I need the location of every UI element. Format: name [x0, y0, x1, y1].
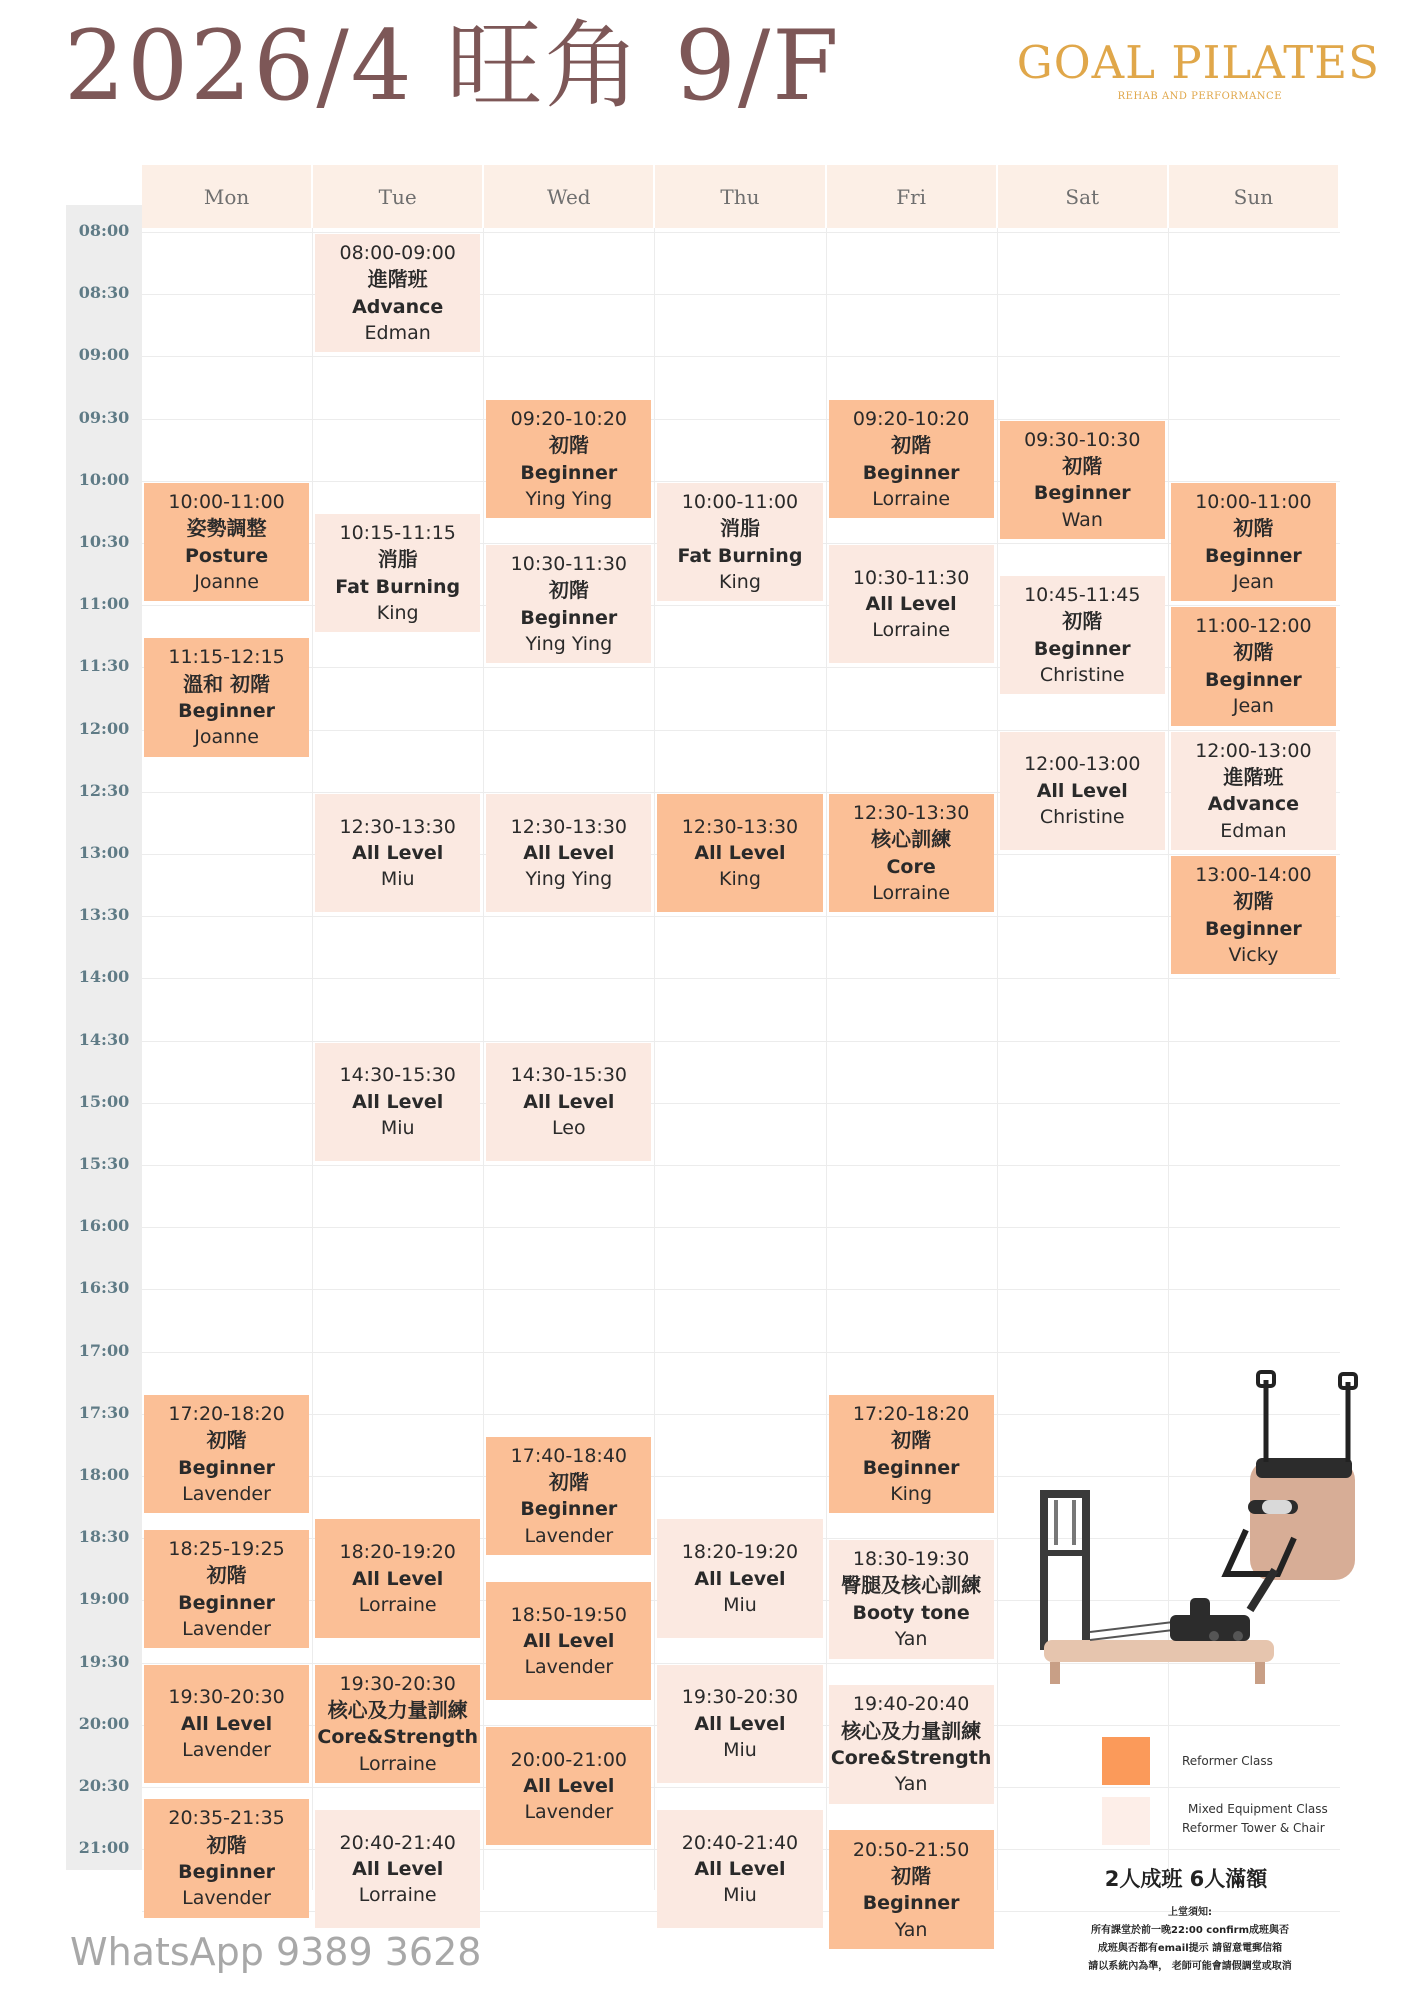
- class-block[interactable]: [829, 400, 994, 518]
- class-instructor: Edman: [364, 322, 431, 345]
- class-block[interactable]: [1000, 732, 1165, 850]
- legend-reformer-swatch: [1102, 1737, 1150, 1785]
- class-level: Beginner: [178, 1591, 275, 1614]
- class-block[interactable]: [657, 794, 822, 912]
- class-block[interactable]: [144, 1395, 309, 1513]
- time-label: 10:30: [78, 532, 130, 551]
- class-level: All Level: [1036, 779, 1128, 802]
- wunda-chair-icon: [1226, 1372, 1356, 1580]
- class-time: 12:00-13:00: [1195, 739, 1312, 762]
- class-time: 12:30-13:30: [852, 801, 970, 824]
- class-instructor: Lavender: [524, 1655, 614, 1678]
- class-level: Core: [886, 855, 936, 878]
- time-label: 20:00: [78, 1713, 130, 1733]
- class-block[interactable]: [829, 1395, 994, 1513]
- reformer-tower-icon: [1040, 1490, 1275, 1684]
- time-label: 08:00: [78, 221, 130, 240]
- time-label: 09:30: [78, 407, 130, 427]
- class-level: Beginner: [862, 1456, 960, 1479]
- class-time: 12:30-13:30: [681, 815, 799, 838]
- class-level: Beginner: [1204, 669, 1302, 692]
- class-instructor: Yan: [894, 1773, 928, 1796]
- class-instructor: Lavender: [182, 1483, 271, 1506]
- class-instructor: Lavender: [182, 1887, 271, 1910]
- brand-name: GOAL PILATES: [1016, 36, 1380, 89]
- time-label: 12:00: [78, 718, 130, 738]
- class-block[interactable]: [315, 1519, 480, 1637]
- class-instructor: Yan: [894, 1918, 928, 1941]
- time-label: 14:00: [78, 967, 130, 987]
- class-name-chinese: 初階: [548, 433, 589, 458]
- class-name-chinese: 核心及力量訓練: [327, 1697, 468, 1722]
- time-label: 12:30: [78, 780, 130, 800]
- class-time: 10:30-11:30: [510, 553, 628, 576]
- class-block[interactable]: [829, 545, 994, 663]
- grid-row-line: [142, 1165, 1340, 1166]
- class-name-chinese: 初階: [206, 1428, 247, 1453]
- time-label: 17:30: [78, 1402, 130, 1422]
- time-label: 17:00: [78, 1340, 130, 1360]
- legend-mixed-swatch: [1102, 1797, 1150, 1845]
- class-instructor: King: [719, 868, 761, 891]
- class-level: Beginner: [862, 1892, 960, 1915]
- class-instructor: Miu: [723, 1884, 757, 1907]
- class-block[interactable]: [315, 234, 480, 352]
- class-level: Beginner: [1204, 917, 1302, 940]
- time-label: 18:00: [78, 1465, 130, 1484]
- class-time: 20:40-21:40: [339, 1831, 456, 1854]
- day-header-fri: Fri: [827, 165, 996, 228]
- class-name-chinese: 初階: [548, 1469, 589, 1494]
- class-block[interactable]: [144, 1665, 309, 1783]
- class-level: Advance: [352, 295, 444, 318]
- class-time: 12:30-13:30: [510, 815, 628, 838]
- class-level: Core&Strength: [317, 1726, 478, 1749]
- class-instructor: Lorraine: [358, 1752, 437, 1775]
- time-label: 11:00: [78, 594, 130, 614]
- class-level: All Level: [694, 841, 786, 864]
- time-label: 14:30: [78, 1029, 130, 1049]
- class-level: All Level: [694, 1567, 786, 1590]
- class-time: 20:00-21:00: [510, 1748, 628, 1771]
- class-block[interactable]: [144, 1530, 309, 1648]
- notice-line-3: 請以系統內為準， 老師可能會請假調堂或取消: [1088, 1961, 1292, 1972]
- class-block[interactable]: [657, 1810, 822, 1928]
- class-block[interactable]: [144, 638, 309, 756]
- day-header-sun: Sun: [1169, 165, 1338, 228]
- class-time: 11:00-12:00: [1195, 615, 1312, 638]
- class-name-chinese: 初階: [1233, 516, 1274, 541]
- class-name-chinese: 初階: [1062, 609, 1103, 634]
- time-label: 16:30: [78, 1278, 130, 1298]
- class-instructor: Vicky: [1228, 944, 1279, 967]
- class-name-chinese: 初階: [891, 1428, 932, 1453]
- class-instructor: Miu: [723, 1593, 757, 1616]
- time-label: 10:00: [78, 469, 130, 489]
- class-instructor: Lavender: [182, 1617, 271, 1640]
- class-instructor: Lavender: [182, 1738, 271, 1761]
- class-name-chinese: 溫和 初階: [183, 671, 271, 696]
- class-instructor: Lavender: [524, 1801, 614, 1824]
- class-instructor: Edman: [1220, 819, 1287, 842]
- class-name-chinese: 進階班: [1223, 764, 1284, 789]
- day-header-tue: Tue: [313, 165, 482, 228]
- class-block[interactable]: [315, 1043, 480, 1161]
- class-name-chinese: 核心訓練: [871, 827, 952, 852]
- class-block[interactable]: [829, 1685, 994, 1803]
- class-block[interactable]: [657, 1519, 822, 1637]
- class-time: 20:35-21:35: [168, 1807, 285, 1830]
- legend-mixed-label: [1182, 1800, 1328, 1838]
- day-header-mon: Mon: [142, 165, 311, 228]
- time-label: 20:30: [78, 1776, 130, 1795]
- class-name-chinese: 初階: [1062, 453, 1103, 478]
- class-time: 09:20-10:20: [510, 407, 628, 430]
- class-level: All Level: [352, 1567, 444, 1590]
- class-time: 09:20-10:20: [852, 407, 970, 430]
- grid-row-line: [142, 1289, 1340, 1290]
- class-level: Beginner: [862, 461, 960, 484]
- class-instructor: Jean: [1232, 695, 1274, 718]
- time-label: 19:00: [78, 1589, 130, 1609]
- time-label: 09:00: [78, 345, 130, 365]
- class-block[interactable]: [1171, 856, 1336, 974]
- class-time: 13:00-14:00: [1195, 864, 1312, 887]
- class-level: Beginner: [178, 700, 275, 723]
- class-time: 18:20-19:20: [681, 1541, 799, 1564]
- class-instructor: King: [376, 601, 419, 624]
- class-time: 20:40-21:40: [681, 1831, 799, 1854]
- class-name-chinese: 初階: [206, 1563, 247, 1588]
- class-instructor: Lorraine: [358, 1593, 437, 1616]
- time-label: 13:00: [78, 843, 130, 862]
- class-level: Beginner: [178, 1456, 275, 1479]
- grid-row-line: [142, 1787, 1340, 1788]
- class-time: 14:30-15:30: [510, 1064, 628, 1087]
- class-level: All Level: [694, 1712, 786, 1735]
- class-time: 19:30-20:30: [168, 1686, 285, 1709]
- class-block[interactable]: [829, 1540, 994, 1658]
- class-block[interactable]: [1171, 607, 1336, 725]
- class-time: 12:30-13:30: [339, 815, 456, 838]
- class-instructor: Ying Ying: [525, 487, 613, 510]
- time-label: 13:30: [78, 905, 130, 925]
- day-header-thu: Thu: [655, 165, 824, 228]
- class-level: All Level: [523, 1774, 615, 1797]
- class-block[interactable]: [144, 1799, 309, 1917]
- class-instructor: Miu: [380, 868, 415, 891]
- class-block[interactable]: [657, 1665, 822, 1783]
- class-block[interactable]: [486, 1582, 651, 1700]
- class-time: 12:00-13:00: [1024, 753, 1141, 776]
- class-block[interactable]: [486, 1727, 651, 1845]
- class-block[interactable]: [657, 483, 822, 601]
- class-block[interactable]: [486, 1437, 651, 1555]
- time-label: 18:30: [78, 1527, 130, 1547]
- class-time: 10:00-11:00: [168, 490, 285, 513]
- capacity-note: 2人成班 6人滿額: [1104, 1867, 1268, 1891]
- class-time: 14:30-15:30: [339, 1064, 456, 1087]
- class-name-chinese: 初階: [891, 1863, 932, 1888]
- class-time: 17:40-18:40: [510, 1444, 628, 1467]
- class-instructor: Miu: [380, 1116, 415, 1139]
- class-block[interactable]: [486, 794, 651, 912]
- class-block[interactable]: [486, 1043, 651, 1161]
- page-title: 2026/4 旺角 9/F: [64, 10, 841, 122]
- time-label: 21:00: [78, 1838, 130, 1858]
- legend-mixed-line-1: Mixed Equipment Class: [1188, 1802, 1328, 1816]
- class-notice: [1040, 1904, 1340, 1976]
- class-instructor: Joanne: [194, 726, 259, 749]
- class-name-chinese: 消脂: [377, 547, 418, 572]
- class-time: 18:30-19:30: [852, 1548, 970, 1571]
- class-level: Beginner: [178, 1861, 275, 1884]
- time-label: 15:30: [78, 1154, 130, 1173]
- class-level: Advance: [1207, 793, 1299, 816]
- grid-row-line: [142, 916, 1340, 917]
- class-time: 10:00-11:00: [681, 490, 799, 513]
- class-instructor: King: [719, 570, 761, 593]
- class-level: Beginner: [520, 606, 618, 629]
- class-instructor: Lavender: [524, 1524, 614, 1547]
- notice-line-2: 成班與否都有email提示 請留意電郵信箱: [1097, 1943, 1283, 1954]
- class-time: 18:20-19:20: [339, 1541, 456, 1564]
- class-level: All Level: [694, 1857, 786, 1880]
- grid-row-line: [142, 1227, 1340, 1228]
- legend-mixed-line-2: Reformer Tower & Chair: [1182, 1821, 1325, 1836]
- class-time: 11:15-12:15: [168, 646, 285, 669]
- class-block[interactable]: [315, 1810, 480, 1928]
- class-level: Fat Burning: [335, 575, 461, 598]
- class-name-chinese: 初階: [891, 433, 932, 458]
- class-time: 10:15-11:15: [339, 521, 456, 544]
- grid-row-line: [142, 978, 1340, 979]
- whatsapp-contact: WhatsApp 9389 3628: [70, 1930, 482, 1974]
- grid-column-divider: [312, 228, 313, 1890]
- grid-row-line: [142, 1041, 1340, 1042]
- class-level: All Level: [523, 841, 615, 864]
- class-level: Beginner: [520, 461, 618, 484]
- class-name-chinese: 進階班: [367, 267, 428, 292]
- class-name-chinese: 消脂: [719, 516, 760, 541]
- grid-row-line: [142, 232, 1340, 233]
- class-block[interactable]: [144, 483, 309, 601]
- class-time: 10:30-11:30: [852, 566, 970, 589]
- class-block[interactable]: [1171, 483, 1336, 601]
- class-level: All Level: [352, 1090, 444, 1113]
- class-time: 19:40-20:40: [852, 1693, 970, 1716]
- class-level: All Level: [181, 1712, 273, 1735]
- class-level: Beginner: [1033, 637, 1131, 660]
- class-instructor: Ying Ying: [525, 633, 613, 656]
- class-block[interactable]: [315, 794, 480, 912]
- time-label: 19:30: [78, 1651, 130, 1671]
- class-level: All Level: [865, 593, 957, 616]
- brand-logo: [980, 36, 1380, 102]
- class-instructor: Ying Ying: [525, 868, 613, 891]
- class-name-chinese: 核心及力量訓練: [841, 1718, 982, 1743]
- class-block[interactable]: [486, 545, 651, 663]
- class-level: Core&Strength: [830, 1747, 992, 1770]
- grid-column-divider: [997, 228, 998, 1890]
- notice-title: 上堂須知:: [1168, 1907, 1212, 1918]
- class-level: All Level: [352, 1857, 444, 1880]
- class-instructor: Lorraine: [358, 1884, 437, 1907]
- class-name-chinese: 臀腿及核心訓練: [841, 1573, 982, 1598]
- class-block[interactable]: [1000, 421, 1165, 539]
- class-instructor: Lorraine: [872, 881, 951, 904]
- class-time: 19:30-20:30: [339, 1672, 456, 1695]
- class-instructor: Leo: [552, 1116, 586, 1139]
- grid-row-line: [142, 730, 1340, 731]
- class-time: 10:00-11:00: [1195, 490, 1312, 513]
- class-level: Fat Burning: [677, 544, 803, 567]
- grid-row-line: [142, 419, 1340, 420]
- class-level: All Level: [523, 1629, 615, 1652]
- class-instructor: Wan: [1061, 508, 1103, 531]
- class-level: Posture: [184, 544, 269, 567]
- class-level: All Level: [352, 841, 444, 864]
- class-instructor: Miu: [723, 1738, 757, 1761]
- class-instructor: Joanne: [194, 570, 259, 593]
- grid-column-divider: [826, 228, 827, 1890]
- notice-line-1: 所有課堂於前一晚22:00 confirm成班與否: [1091, 1925, 1289, 1936]
- class-time: 10:45-11:45: [1024, 584, 1141, 607]
- class-time: 18:50-19:50: [510, 1603, 628, 1626]
- class-level: All Level: [523, 1090, 615, 1113]
- class-name-chinese: 姿勢調整: [186, 516, 267, 541]
- class-name-chinese: 初階: [1233, 889, 1274, 914]
- class-name-chinese: 初階: [1233, 640, 1274, 665]
- time-label: 15:00: [78, 1091, 130, 1111]
- pilates-equipment-illustration: [1030, 1370, 1370, 1700]
- class-time: 18:25-19:25: [168, 1537, 285, 1560]
- class-block[interactable]: [315, 514, 480, 632]
- class-instructor: Jean: [1232, 570, 1274, 593]
- grid-column-divider: [654, 228, 655, 1890]
- day-header-sat: Sat: [998, 165, 1167, 228]
- class-instructor: Lorraine: [872, 619, 951, 642]
- class-instructor: Christine: [1039, 805, 1125, 828]
- class-time: 09:30-10:30: [1024, 428, 1141, 451]
- grid-row-line: [142, 356, 1340, 357]
- brand-tagline: REHAB AND PERFORMANCE: [1117, 91, 1282, 102]
- class-instructor: Yan: [894, 1628, 928, 1651]
- day-header-wed: Wed: [484, 165, 653, 228]
- class-block[interactable]: [315, 1665, 480, 1783]
- class-time: 20:50-21:50: [852, 1838, 970, 1861]
- class-level: Beginner: [1204, 544, 1302, 567]
- class-block[interactable]: [486, 400, 651, 518]
- time-label: 16:00: [78, 1216, 130, 1236]
- class-level: Beginner: [520, 1498, 618, 1521]
- class-block[interactable]: [1000, 576, 1165, 694]
- class-instructor: Lorraine: [872, 487, 951, 510]
- class-level: Beginner: [1033, 482, 1131, 505]
- class-block[interactable]: [829, 794, 994, 912]
- time-label: 11:30: [78, 656, 130, 676]
- legend-reformer-label: Reformer Class: [1182, 1754, 1273, 1768]
- class-block[interactable]: [1171, 732, 1336, 850]
- class-block[interactable]: [829, 1830, 994, 1948]
- grid-row-line: [142, 1352, 1340, 1353]
- grid-column-divider: [483, 228, 484, 1890]
- class-time: 08:00-09:00: [339, 242, 456, 265]
- time-label: 08:30: [78, 283, 130, 303]
- class-name-chinese: 初階: [548, 578, 589, 603]
- class-instructor: King: [890, 1483, 933, 1506]
- class-time: 19:30-20:30: [681, 1686, 799, 1709]
- class-time: 17:20-18:20: [168, 1403, 285, 1426]
- class-name-chinese: 初階: [206, 1832, 247, 1857]
- class-time: 17:20-18:20: [852, 1403, 970, 1426]
- class-instructor: Christine: [1039, 664, 1125, 687]
- class-level: Booty tone: [852, 1602, 970, 1625]
